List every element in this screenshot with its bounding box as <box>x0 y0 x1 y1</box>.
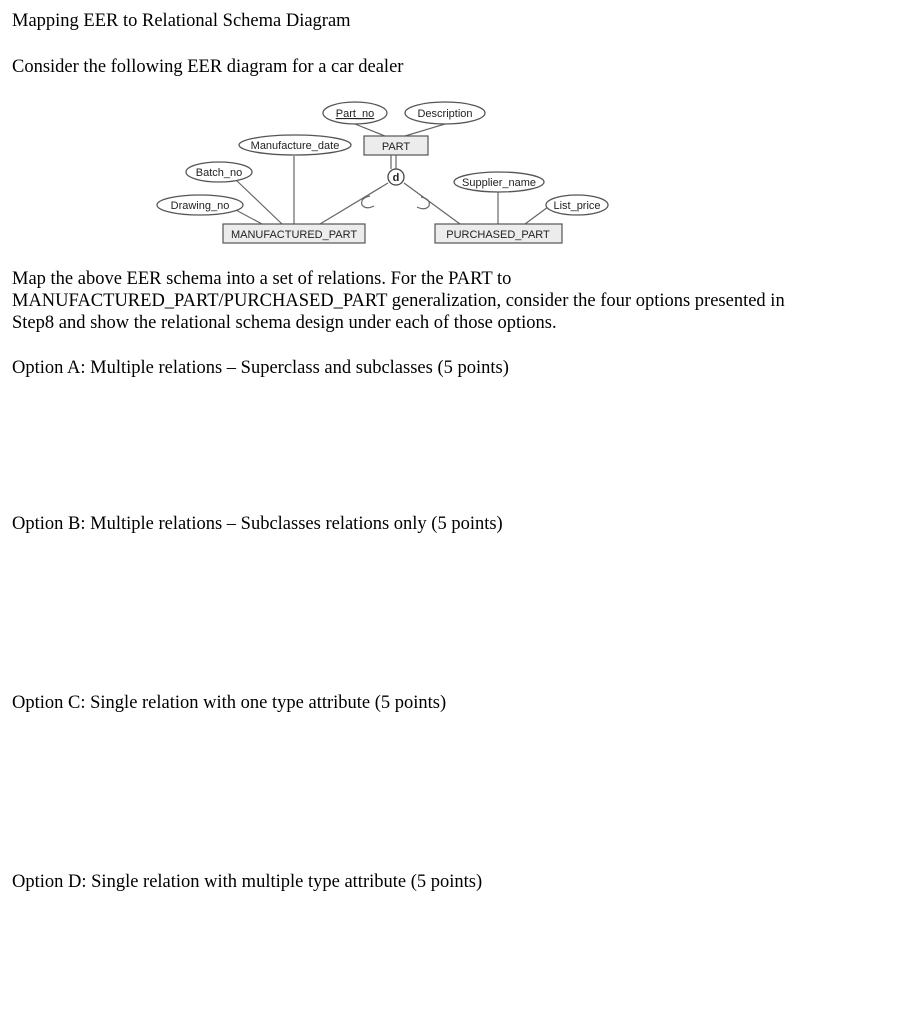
svg-text:PURCHASED_PART: PURCHASED_PART <box>446 229 550 241</box>
attribute-batch-no <box>186 162 252 182</box>
option-b: Option B: Multiple relations – Subclasses relations only (5 points) <box>12 514 503 534</box>
attribute-manufacture-date <box>239 135 351 155</box>
question-line-2: MANUFACTURED_PART/PURCHASED_PART generalization, consider the four options presented in <box>12 291 785 311</box>
entity-purchased-part <box>435 224 562 243</box>
svg-text:MANUFACTURED_PART: MANUFACTURED_PART <box>230 229 358 241</box>
svg-text:d: d <box>392 172 400 184</box>
question-text <box>12 268 892 334</box>
option-c: Option C: Single relation with one type attribute (5 points) <box>12 693 447 713</box>
svg-text:Drawing_no: Drawing_no <box>170 200 230 212</box>
svg-text:List_price: List_price <box>553 200 601 212</box>
question-line-3: Step8 and show the relational schema design under each of those options. <box>12 313 557 333</box>
question-line-1: Map the above EER schema into a set of relations. For the PART to <box>12 269 512 289</box>
svg-text:Supplier_name: Supplier_name <box>462 177 536 189</box>
disjoint-circle <box>388 169 404 185</box>
option-d: Option D: Single relation with multiple type attribute (5 points) <box>12 872 483 892</box>
svg-text:PART: PART <box>381 141 411 153</box>
entity-part <box>364 136 428 155</box>
svg-text:Description: Description <box>417 108 473 120</box>
attribute-part-no <box>323 102 387 124</box>
eer-diagram <box>0 0 920 260</box>
option-a: Option A: Multiple relations – Superclass and subclasses (5 points) <box>12 358 509 378</box>
attribute-description <box>405 102 485 124</box>
intro-text: Consider the following EER diagram for a car dealer <box>12 57 404 77</box>
svg-text:Manufacture_date: Manufacture_date <box>250 140 340 152</box>
page-title: Mapping EER to Relational Schema Diagram <box>12 11 351 31</box>
svg-text:Batch_no: Batch_no <box>195 167 243 179</box>
attribute-list-price <box>546 195 608 215</box>
svg-text:Part_no: Part_no <box>335 108 375 120</box>
attribute-drawing-no <box>157 195 243 215</box>
attribute-supplier-name <box>454 172 544 192</box>
entity-manufactured-part <box>223 224 365 243</box>
